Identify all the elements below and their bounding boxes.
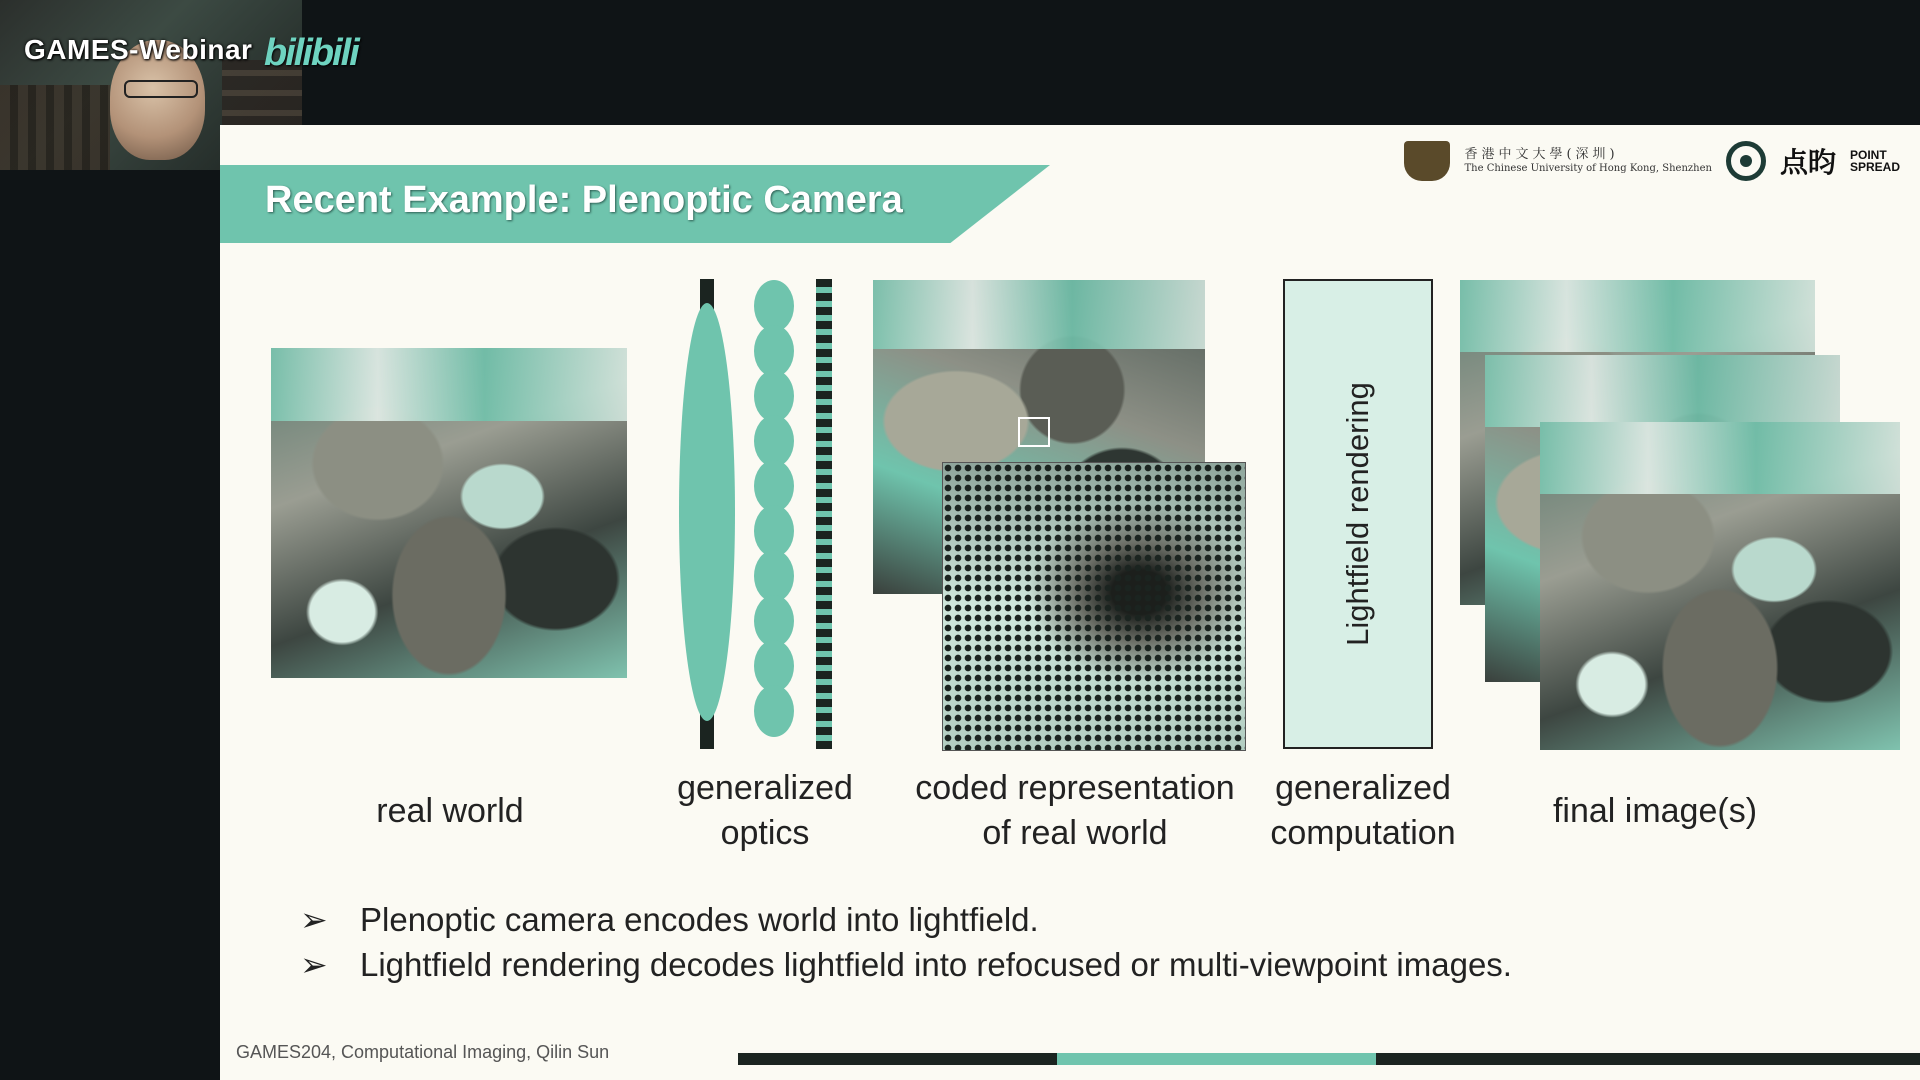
caption-optics <box>640 766 890 856</box>
university-name <box>1464 148 1711 173</box>
image-highlight <box>1460 280 1815 352</box>
caption-optics-line2: optics <box>720 814 810 852</box>
bullet-item <box>300 900 1039 939</box>
bullet-text: Plenoptic camera encodes world into lightfield. <box>360 901 1039 938</box>
image-highlight <box>873 280 1205 349</box>
microlens <box>754 685 794 737</box>
partner-name-en-line2: SPREAD <box>1849 160 1900 174</box>
caption-computation-line2: computation <box>1270 814 1456 852</box>
bullet-text: Lightfield rendering decodes lightfield into refocused or multi-viewpoint images. <box>360 946 1512 983</box>
final-image-3 <box>1540 422 1900 750</box>
point-spread-logo-icon <box>1726 141 1766 181</box>
caption-computation-line1: generalized <box>1275 769 1451 807</box>
sensor-bar <box>816 279 832 749</box>
image-highlight <box>271 348 627 421</box>
caption-real-world: real world <box>376 792 524 830</box>
image-highlight <box>1540 422 1900 494</box>
lightfield-rendering-box <box>1283 279 1433 749</box>
slide-progress-track <box>738 1053 1920 1065</box>
university-name-cn: 香港中文大學(深圳) <box>1464 147 1619 163</box>
slide-title: Recent Example: Plenoptic Camera <box>265 179 903 221</box>
slide-logos <box>1404 139 1900 183</box>
slide <box>220 125 1920 1080</box>
caption-final: final image(s) <box>1552 792 1758 830</box>
caption-optics-line1: generalized <box>677 769 853 807</box>
bullet-item <box>300 945 1512 984</box>
main-lens <box>679 303 735 721</box>
webcam-label: GAMES-Webinar <box>24 34 253 65</box>
caption-computation <box>1238 766 1488 856</box>
bullet-arrow-icon: ➢ <box>300 901 328 938</box>
bullet-arrow-icon: ➢ <box>300 946 328 983</box>
caption-coded-line1: coded representation <box>915 769 1235 807</box>
image-highlight <box>1485 355 1840 427</box>
zoom-region-marker <box>1018 417 1050 447</box>
presenter-glasses <box>124 80 198 98</box>
bilibili-logo: bilibili <box>264 32 358 74</box>
real-world-image <box>271 348 627 678</box>
slide-progress-fill <box>1057 1053 1376 1065</box>
partner-name-en-line1: POINT <box>1849 148 1887 162</box>
university-crest-icon <box>1404 141 1450 181</box>
slide-footer: GAMES204, Computational Imaging, Qilin Sun <box>236 1042 610 1062</box>
caption-coded <box>875 766 1275 856</box>
background-shelf <box>0 85 110 170</box>
university-name-en: The Chinese University of Hong Kong, Shenzhen <box>1464 162 1712 174</box>
partner-name-en <box>1850 149 1900 173</box>
partner-name-cn: 点昀 <box>1779 147 1836 178</box>
lightfield-rendering-label: Lightfield rendering <box>1340 382 1375 646</box>
caption-coded-line2: of real world <box>982 814 1168 852</box>
microlens-zoom-image <box>942 462 1246 751</box>
